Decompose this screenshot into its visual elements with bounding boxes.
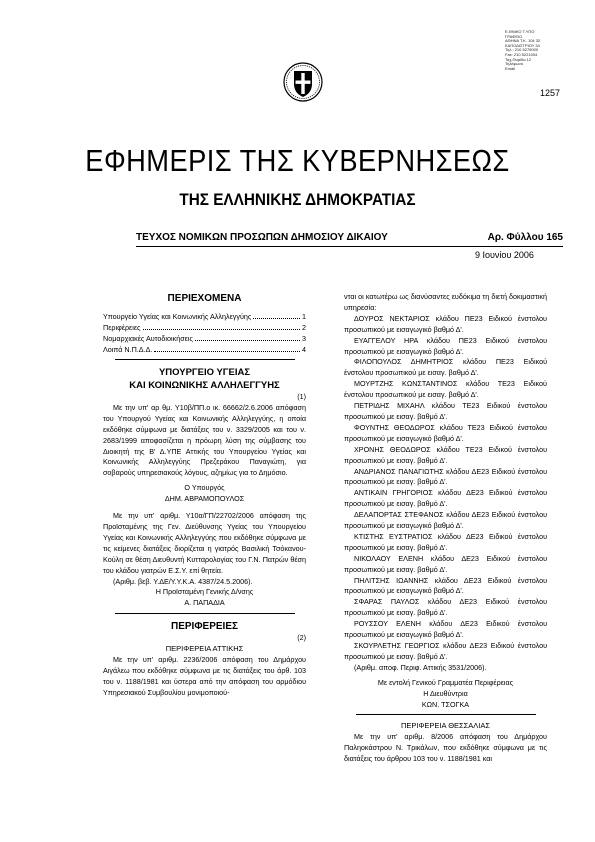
page-number: 1257	[540, 88, 561, 98]
toc-item-page: 3	[302, 334, 306, 343]
decision-text: νται οι κατωτέρω ως διανύσαντες ευδόκιμα τη διετή δοκιμαστική υπηρεσία:	[344, 292, 547, 312]
section-divider	[115, 359, 295, 360]
region-title: ΠΕΡΙΦΕΡΕΙΑ ΑΤΤΙΚΗΣ	[165, 644, 244, 654]
item-number: (2)	[297, 633, 306, 643]
appointee-name: ΕΥΑΓΓΕΛΟΥ ΗΡΑ	[354, 335, 418, 345]
appointee-name: ΣΦΑΡΑΣ ΠΑΥΛΟΣ	[354, 597, 420, 607]
column-left	[103, 292, 306, 699]
decision-text: Με την υπ' αριθμ. 2236/2006 απόφαση του Δημάρχου Αιγάλεω που εκδόθηκε σύμφωνα με τις διατάξεις του άρθ. 103 του ν. 1188/1981 και ύστερα από την απόφαση του αρμόδιου Υπηρεσιακού Συμβουλίου μονιμοποιού-	[103, 655, 306, 697]
toc-item-text: Λοιπά Ν.Π.Δ.Δ.	[103, 345, 153, 354]
ministry-title: ΚΑΙ ΚΟΙΝΩΝΙΚΗΣ ΑΛΛΗΛΕΓΓΥΗΣ	[129, 380, 280, 391]
toc-leader	[195, 340, 300, 341]
appointee-name: ΠΕΤΡΙΔΗΣ ΜΙΧΑΗΛ	[354, 401, 425, 411]
appointee-details: κλάδου ΔΕ23 Ειδικού ένστολου προσωπικού με εισαγ. βαθμό Δ'.	[344, 466, 548, 487]
regions-title: ΠΕΡΙΦΕΡΕΙΕΣ	[170, 621, 238, 633]
appointee-name: ΠΗΛΙΤΣΗΣ ΙΩΑΝΝΗΣ	[354, 575, 429, 585]
toc-item-text: Περιφέρειες	[103, 323, 141, 332]
appointee-details: κλάδου ΤΕ23 Ειδικού ένστολου προσωπικού με εισαγ. βαθμό Δ'.	[344, 379, 547, 400]
header-rule	[136, 246, 563, 247]
toc-item	[103, 344, 306, 355]
signatory-name: Α. ΠΑΠΑΔΙΑ	[184, 598, 225, 608]
printer-line: Fax: 210 5221004	[505, 51, 538, 57]
decision-reference: (Αριθμ. βεβ. Υ.ΔΕ/Υ.Υ.Κ.Α. 4387/24.5.2006).	[113, 576, 253, 586]
appointee-details: κλάδου ΠΕ23 Ειδικού ένστολου προσωπικού με εισαγωγικό βαθμό Δ'.	[344, 335, 547, 356]
appointee-entry	[344, 467, 547, 489]
toc-item	[103, 311, 306, 322]
appointee-details: κλάδου ΔΕ23 Ειδικού ένστολου προσωπικού με εισαγ. βαθμό Δ'.	[344, 641, 548, 661]
appointee-name: ΑΝΤΙΚΑΙΝ ΓΡΗΓΟΡΙΟΣ	[354, 488, 433, 498]
signatory-order: Με εντολή Γενικού Γραμματέα Περιφέρειας	[377, 677, 514, 687]
issue-label: ΤΕΥΧΟΣ ΝΟΜΙΚΩΝ ΠΡΟΣΩΠΩΝ ΔΗΜΟΣΙΟΥ ΔΙΚΑΙΟΥ	[136, 232, 388, 243]
appointee-name: ΚΤΙΣΤΗΣ ΕΥΣΤΡΑΤΙΟΣ	[354, 531, 433, 541]
sheet-info	[488, 232, 563, 243]
appointee-details: κλάδου ΔΕ23 Ειδικού ένστολου προσωπικού με εισαγωγικό βαθμό Δ'.	[344, 510, 548, 531]
appointee-details: κλάδου ΔΕ23 Ειδικού ένστολου προσωπικού με εισαγωγικό βαθμό Δ'.	[344, 575, 548, 596]
toc-leader	[143, 329, 300, 330]
appointee-details: κλάδου ΠΕ23 Ειδικού ένστολου προσωπικού με εισαγ. βαθμό Δ'.	[344, 357, 548, 378]
appointee-name: ΑΝΔΡΙΑΝΟΣ ΠΑΝΑΓΙΩΤΗΣ	[354, 466, 444, 476]
appointee-name: ΦΟΥΝΤΗΣ ΘΕΟΔΩΡΟΣ	[354, 422, 435, 432]
appointee-entry	[344, 336, 547, 358]
issue-date: 9 Ιουνίου 2006	[475, 250, 534, 260]
toc-item-page: 1	[302, 312, 306, 321]
appointee-entry	[344, 641, 547, 663]
appointee-details: κλάδου ΤΕ23 Ειδικού ένστολου προσωπικού με εισαγωγικό βαθμό Δ'.	[344, 422, 547, 443]
toc-item-page: 2	[302, 323, 306, 332]
printer-line: Τηλέφωνο	[505, 61, 524, 67]
sheet-number: 165	[546, 232, 563, 243]
signatory-name: ΚΩΝ. ΤΣΟΓΚΑ	[421, 699, 470, 709]
appointee-details: κλάδου ΔΕ23 Ειδικού ένστολου προσωπικού με εισαγ. βαθμό Δ'.	[344, 488, 548, 509]
appointee-entry	[344, 510, 547, 532]
appointee-entry	[344, 379, 547, 401]
printer-line: Ε.ΘΝΙΚΟ Τ.ΥΠΟ	[505, 29, 535, 34]
decision-reference: (Αριθμ. αποφ. Περιφ. Αττικής 3531/2006).	[354, 662, 487, 672]
sheet-label: Αρ. Φύλλου	[487, 232, 544, 243]
printer-line: Τηλ.: 210 5279000	[505, 47, 539, 53]
signatory-role: Η Προϊσταμένη Γενικής Δ/νσης	[155, 587, 254, 597]
toc-item-text: Υπουργείο Υγείας και Κοινωνικής Αλληλεγγύης	[103, 312, 252, 321]
appointee-entry	[344, 532, 547, 554]
region-title: ΠΕΡΙΦΕΡΕΙΑ ΘΕΣΣΑΛΙΑΣ	[400, 721, 491, 731]
appointee-entry	[344, 554, 547, 576]
toc-leader	[253, 318, 300, 319]
appointee-name: ΜΟΥΡΤΖΗΣ ΚΩΝΣΤΑΝΤΙΝΟΣ	[354, 379, 458, 389]
printer-line: ΓΡΑΦΕΙΟ	[505, 33, 523, 39]
item-number: (1)	[297, 392, 306, 401]
appointee-name: ΝΙΚΟΛΑΟΥ ΕΛΕΝΗ	[354, 553, 424, 563]
signatory-role: Ο Υπουργός	[184, 483, 225, 493]
toc-title: ΠΕΡΙΕΧΟΜΕΝΑ	[167, 293, 242, 304]
appointee-name: ΣΚΟΥΡΛΕΤΗΣ ΓΕΩΡΓΙΟΣ	[354, 641, 440, 650]
decision-text: Με την υπ' αρ θμ. Υ10β/ΠΠ.ο ικ. 66662/2.6.2006 απόφαση του Υπουργού Υγείας και Κοινωνικής Αλληλεγγύης, η οποία εκδόθηκε σύμφωνα με διατάξεις του ν. 3329/2005 και του ν. 2683/1999 αποφασίζεται η πρόωρη λύση της σύμβασης του Διοικητή της Β' Δ.ΥΠΕ Αττικής του Υπουργείου Υγείας και Κοινωνικής Αλληλεγγύης Πρεζεράκου Παναγιώτη, για σοβαρούς υπηρεσιακούς λόγους, αζημίως για το Δημόσιο.	[103, 402, 306, 478]
toc-item-text: Νομαρχιακές Αυτοδιοικήσεις	[103, 334, 193, 343]
toc-item	[103, 333, 306, 344]
appointee-entry	[344, 597, 547, 619]
appointee-details: κλάδου ΔΕ23 Ειδικού ένστολου προσωπικού με εισαγωγικό βαθμό Δ'.	[344, 619, 548, 640]
column-right	[344, 292, 547, 765]
printer-info	[505, 30, 545, 71]
appointee-name: ΔΕΛΑΠΟΡΤΑΣ ΣΤΕΦΑΝΟΣ	[354, 510, 444, 520]
appointee-entry	[344, 619, 547, 641]
coat-of-arms-icon	[283, 62, 323, 102]
printer-line: ΚΑΠΟΔΙΣΤΡΙΟΥ 34	[505, 42, 540, 48]
appointee-entry	[344, 445, 547, 467]
appointee-entry	[344, 488, 547, 510]
appointee-details: κλάδου ΔΕ23 Ειδικού ένστολου προσωπικού με εισαγ. βαθμό Δ'.	[344, 553, 547, 574]
appointee-entry	[344, 401, 547, 423]
signatory-role: Η Διευθύντρια	[423, 688, 468, 698]
appointee-entry	[344, 576, 547, 598]
toc-item	[103, 322, 306, 333]
signatory-name: ΔΗΜ. ΑΒΡΑΜΟΠΟΥΛΟΣ	[164, 494, 245, 504]
appointee-entry	[344, 423, 547, 445]
toc-leader	[154, 351, 300, 352]
appointee-details: κλάδου ΔΕ23 Ειδικού ένστολου προσωπικού με εισαγ. βαθμό Δ'.	[344, 531, 548, 552]
section-divider	[356, 714, 536, 715]
appointee-details: κλάδου ΔΕ23 Ειδικού ένστολου προσωπικού με εισαγ. βαθμό Δ'.	[344, 597, 548, 618]
decision-text: Με την υπ' αριθμ. Υ10α/ΓΠ/22702/2006 απόφαση της Προϊσταμένης της Γεν. Διεύθυνσης Υγείας του Υπουργείου Υγείας και Κοινωνικής Αλληλεγγύης που εκδόθηκε σύμφωνα με τις κείμενες διατάξεις διορίζεται η γιατρός Βασιλική Τσόκανου-Κούλη σε θέση Διευθυντή Κυτταρολογίας του Γ.Ν. Πατρών θέση του κλάδου γιατρών Ε.Σ.Υ. επί θητεία.	[103, 511, 306, 575]
section-divider	[115, 613, 295, 614]
appointee-entry	[344, 314, 547, 336]
decision-text: Με την υπ' αριθμ. 8/2006 απόφαση του Δημάρχου Παληοκάστρου Ν. Τρικάλων, που εκδόθηκε σύμφωνα με τις διατάξεις του άρθρου 103 του ν. 1188/1981 και	[344, 732, 547, 764]
toc-item-page: 4	[302, 345, 306, 354]
appointee-name: ΔΟΥΡΟΣ ΝΕΚΤΑΡΙΟΣ	[354, 313, 430, 323]
appointee-entry	[344, 357, 547, 379]
appointee-name: ΡΟΥΣΣΟΥ ΕΛΕΝΗ	[354, 619, 421, 629]
gazette-subtitle: ΤΗΣ ΕΛΛΗΝΙΚΗΣ ΔΗΜΟΚΡΑΤΙΑΣ	[179, 190, 416, 209]
appointee-name: ΧΡΟΝΗΣ ΘΕΟΔΩΡΟΣ	[354, 444, 431, 454]
appointee-details: κλάδου ΠΕ23 Ειδικού ένστολου προσωπικού με εισαγωγικό βαθμό Δ'.	[344, 313, 547, 334]
appointee-name: ΦΙΛΟΠΟΥΛΟΣ ΔΗΜΗΤΡΙΟΣ	[354, 357, 454, 367]
appointee-details: κλάδου ΤΕ23 Ειδικού ένστολου προσωπικού με εισαγ. βαθμό Δ'.	[344, 444, 547, 465]
printer-line: Email	[505, 65, 516, 71]
appointee-details: κλάδου ΤΕ23 Ειδικού ένστολου προσωπικού με εισαγ. βαθμό Δ'.	[344, 401, 548, 421]
printer-line: ΑΘΗΝΑ Τ.Κ. 104 32	[505, 38, 541, 44]
printer-line: Ταχ.Θυρίδα 12	[505, 56, 532, 62]
gazette-title: ΕΦΗΜΕΡΙΣ ΤΗΣ ΚΥΒΕΡΝΗΣΕΩΣ	[85, 143, 510, 178]
ministry-title: ΥΠΟΥΡΓΕΙΟ ΥΓΕΙΑΣ	[158, 367, 251, 378]
